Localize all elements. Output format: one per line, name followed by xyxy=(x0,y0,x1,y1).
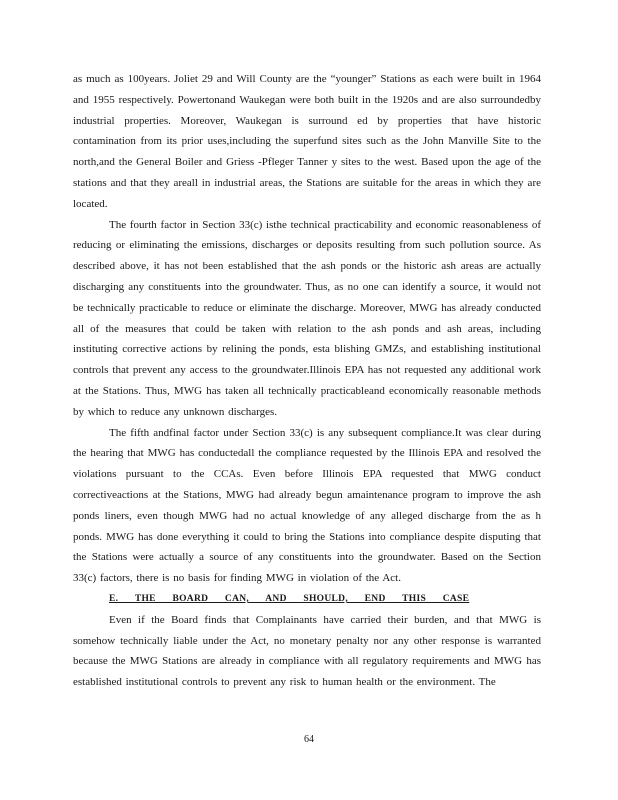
paragraph-board-can-end-case: Even if the Board finds that Complainants have carried their burden, and that MWG is somehow technically liable under the Act, no monetary penalty nor any other response is warranted because the MWG Stations are already in compliance with all regulatory requirements and MWG has established institutional controls to prevent any risk to human health or the environment. The xyxy=(73,613,541,689)
section-heading: E. THE BOARD CAN, AND SHOULD, END THIS CASE xyxy=(109,593,470,604)
paragraph-stations-age: as much as 100years. Joliet 29 and Will County are the “younger” Stations as each were built in 1964 and 1955 respectively. Powertonand Waukegan were both built in the 1920s and are also surroundedby industrial properties. Moreover, Waukegan is surround ed by properties that have historic contamination from its prior uses,including the superfund sites such as the John Manville Site to the north,and the General Boiler and Griess -Pfleger Tanner y sites to the west. Based upon the age of the stations and that they areall in industrial areas, the Stations are suitable for the areas in which they are located. xyxy=(73,73,541,210)
body-text xyxy=(73,69,541,693)
paragraph-fifth-factor: The fifth andfinal factor under Section 33(c) is any subsequent compliance.It was clear during the hearing that MWG has conductedall the compliance requested by the Illinois EPA and resolved the violations pursuant to the CCAs. Even before Illinois EPA requested that MWG conduct correctiveactions at the Stations, MWG had already begun amaintenance program to improve the ash ponds liners, even though MWG had no actual knowledge of any alleged discharge from the as h ponds. MWG has done everything it could to bring the Stations into compliance despite disputing that the Stations were actually a source of any constituents into the groundwater. Based on the Section 33(c) factors, there is no basis for finding MWG in violation of the Act. xyxy=(73,426,541,585)
paragraph-fourth-factor: The fourth factor in Section 33(c) isthe technical practicability and economic reasonableness of reducing or eliminating the emissions, discharges or deposits resulting from such pollution source. As described above, it has not been established that the ash ponds or the historic ash areas are actually discharging any constituents into the groundwater. Thus, as no one can identify a source, it would not be technically practicable to reduce or eliminate the discharge. Moreover, MWG has already conducted all of the measures that could be taken with relation to the ash ponds and ash areas, including instituting corrective actions by relining the ponds, esta blishing GMZs, and establishing institutional controls that prevent any access to the groundwater.Illinois EPA has not requested any additional work at the Stations. Thus, MWG has taken all technically practicableand economically reasonable methods by which to reduce any unknown discharges. xyxy=(73,218,541,418)
page-number: 64 xyxy=(304,734,314,745)
